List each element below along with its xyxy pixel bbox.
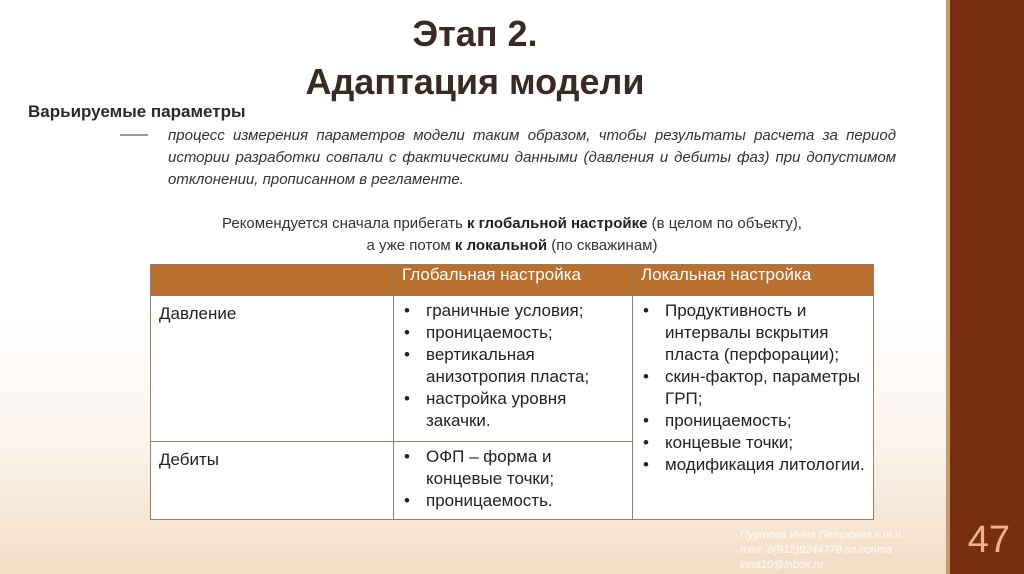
list-item: • граничные условия; — [400, 300, 626, 322]
recommendation-part-4: (по скважинам) — [547, 237, 658, 254]
table-header-empty — [151, 265, 394, 296]
table-header-global: Глобальная настройка — [394, 265, 633, 296]
local-tuning-list — [639, 300, 867, 476]
table-row-pressure — [151, 296, 874, 442]
author-credit-line-1: Пуртова Инна Петровна к.т.н. — [740, 529, 905, 541]
tuning-parameters-table — [150, 264, 874, 520]
list-item: • концевые точки; — [639, 432, 867, 454]
row-label-rates: Дебиты — [151, 442, 394, 520]
right-accent-bar — [950, 0, 1024, 574]
recommendation-part-1: Рекомендуется сначала прибегать — [222, 215, 467, 232]
author-credit-line-3: inna10@inbox.ru — [740, 559, 824, 571]
title-line-1: Этап 2. — [412, 13, 538, 54]
recommendation-line-1 — [150, 213, 874, 235]
pressure-global-list — [400, 300, 626, 432]
rates-global-cell — [394, 442, 633, 520]
recommendation-part-2: (в целом по объекту), — [647, 215, 802, 232]
list-item: • Продуктивность и интервалы вскрытия пласта (перфорации); — [639, 300, 867, 366]
author-credit — [740, 528, 940, 573]
recommendation-line-2 — [150, 235, 874, 257]
page-title — [0, 10, 950, 106]
definition-dash: —— — [120, 126, 146, 143]
list-item: • ОФП – форма и концевые точки; — [400, 446, 626, 490]
rates-global-list — [400, 446, 626, 512]
list-item: • настройка уровня закачки. — [400, 388, 626, 432]
recommendation-part-3: а уже потом — [366, 237, 455, 254]
table-header-local: Локальная настройка — [633, 265, 874, 296]
author-credit-line-2: тел. 8(912)9244778 эл.почта — [740, 544, 892, 556]
recommendation-bold-global: к глобальной настройке — [466, 215, 648, 232]
recommendation-bold-local: к локальной — [454, 237, 548, 254]
list-item: • проницаемость; — [639, 410, 867, 432]
slide-number: 47 — [967, 519, 1010, 561]
list-item: • скин-фактор, параметры ГРП; — [639, 366, 867, 410]
row-label-pressure: Давление — [151, 296, 394, 442]
list-item: • проницаемость; — [400, 322, 626, 344]
list-item: • модификация литологии. — [639, 454, 867, 476]
pressure-global-cell — [394, 296, 633, 442]
local-tuning-cell — [633, 296, 874, 520]
title-line-2: Адаптация модели — [305, 61, 645, 102]
section-subtitle: Варьируемые параметры — [28, 102, 246, 121]
recommendation-text — [150, 213, 874, 257]
table-header-row — [151, 265, 874, 296]
list-item: • вертикальная анизотропия пласта; — [400, 344, 626, 388]
definition-text: процесс измерения параметров модели таким образом, чтобы результаты расчета за период истории разработки совпали с фактическими данными (давления и дебиты фаз) при допустимом отклонении, прописанном в регламенте. — [168, 127, 896, 188]
list-item: • проницаемость. — [400, 490, 626, 512]
